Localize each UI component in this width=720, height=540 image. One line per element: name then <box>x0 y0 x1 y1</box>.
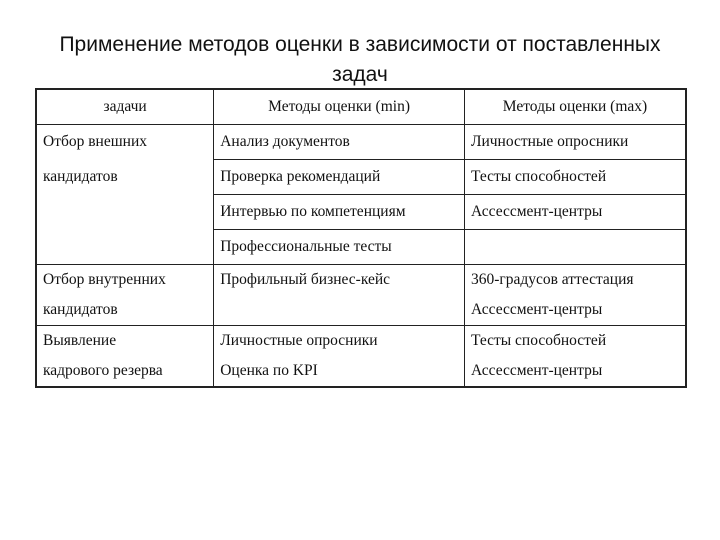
table-row <box>36 125 686 160</box>
min-cell: Профессиональные тесты <box>214 230 465 265</box>
min-cell <box>214 326 465 388</box>
min-reserve-line2: Оценка по KPI <box>220 362 318 379</box>
min-cell <box>214 265 465 326</box>
header-min: Методы оценки (min) <box>214 89 465 125</box>
max-cell <box>464 326 686 388</box>
task-internal-line1: Отбор внутренних <box>43 271 166 288</box>
table-row <box>36 230 686 265</box>
empty-cell <box>36 230 214 265</box>
title-line-1: Применение методов оценки в зависимости от поставленных <box>59 33 661 56</box>
max-cell <box>464 265 686 326</box>
min-cell: Анализ документов <box>214 125 465 160</box>
max-cell <box>464 230 686 265</box>
task-external-line2: кандидатов <box>36 160 214 195</box>
task-reserve <box>36 326 214 388</box>
max-internal-line2: Ассессмент-центры <box>470 301 603 318</box>
methods-table <box>35 88 687 388</box>
min-internal-line2 <box>220 295 458 325</box>
table-row <box>36 326 686 388</box>
table-row <box>36 160 686 195</box>
slide-title <box>0 30 720 90</box>
max-cell: Тесты способностей <box>464 160 686 195</box>
task-internal <box>36 265 214 326</box>
max-cell: Личностные опросники <box>464 125 686 160</box>
header-tasks: задачи <box>36 89 214 125</box>
table-row <box>36 195 686 230</box>
task-internal-line2: кандидатов <box>43 301 118 318</box>
min-cell: Интервью по компетенциям <box>214 195 465 230</box>
max-reserve-line2: Ассессмент-центры <box>470 362 603 379</box>
max-reserve-line1: Тесты способностей <box>470 332 607 349</box>
min-internal-line1: Профильный бизнес-кейс <box>220 271 391 288</box>
title-line-2: задач <box>332 63 388 86</box>
max-cell: Ассессмент-центры <box>464 195 686 230</box>
header-row <box>36 89 686 125</box>
header-max: Методы оценки (max) <box>502 98 648 115</box>
task-reserve-line2: кадрового резерва <box>43 362 163 379</box>
min-reserve-line1: Личностные опросники <box>220 332 378 349</box>
min-cell: Проверка рекомендаций <box>214 160 465 195</box>
task-external-line1: Отбор внешних <box>36 125 214 160</box>
task-reserve-line1: Выявление <box>43 332 117 349</box>
table-row <box>36 265 686 326</box>
empty-cell <box>36 195 214 230</box>
max-internal-line1: 360-градусов аттестация <box>470 271 634 288</box>
